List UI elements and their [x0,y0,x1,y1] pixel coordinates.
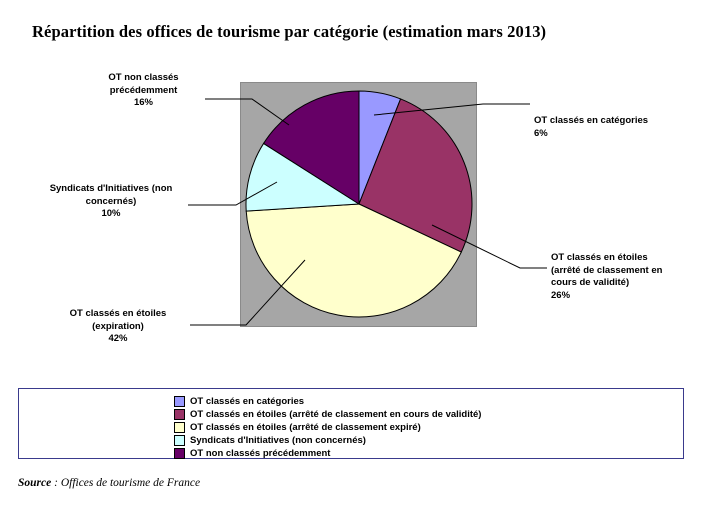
legend-item [174,395,481,408]
legend-item-label: OT classés en étoiles (arrêté de classement expiré) [190,421,421,433]
legend-swatch [174,448,185,459]
source-text: : Offices de tourisme de France [51,477,201,489]
callout-ot-classes-categories [534,115,694,140]
callout-syndicats-initiatives [36,183,186,221]
legend-swatch [174,396,185,407]
legend-swatch [174,409,185,420]
legend [18,388,684,459]
callout-line-1: Syndicats d'Initiatives (non [49,183,173,194]
callout-line-2: précédemment [109,84,178,96]
callout-line-1: OT classés en étoiles [551,252,648,263]
callout-percent: 10% [101,208,121,219]
callout-percent: 6% [534,127,548,139]
callout-percent: 26% [551,289,571,301]
callout-ot-etoiles-expiration [48,308,188,346]
source-label: Source [18,477,52,489]
legend-item-label: OT non classés précédemment [190,447,331,459]
legend-swatch [174,435,185,446]
callout-line-2: (expiration) [92,320,144,332]
callout-line-1: OT non classés [108,72,179,83]
legend-items [174,395,481,460]
callout-line-2: (arrêté de classement en [551,264,663,276]
callout-line-1: OT classés en étoiles [69,308,167,319]
legend-item [174,447,481,460]
callout-percent: 16% [133,97,153,108]
callout-line-2: concernés) [85,195,137,207]
legend-item [174,421,481,434]
pie-chart [243,83,475,325]
legend-item [174,408,481,421]
callout-line-3: cours de validité) [551,277,630,288]
legend-swatch [174,422,185,433]
pie-svg [243,83,475,325]
callout-percent: 42% [108,333,128,344]
legend-item-label: OT classés en catégories [190,395,305,407]
legend-item-label: OT classés en étoiles (arrêté de classement en cours de validité) [190,408,482,420]
source-note [18,477,200,489]
callout-ot-non-classes [86,72,201,110]
legend-item-label: Syndicats d'Initiatives (non concernés) [190,434,366,446]
callout-ot-etoiles-validite [551,252,701,302]
page-title: Répartition des offices de tourisme par catégorie (estimation mars 2013) [32,22,547,41]
legend-item [174,434,481,447]
callout-line-1: OT classés en catégories [534,115,649,126]
